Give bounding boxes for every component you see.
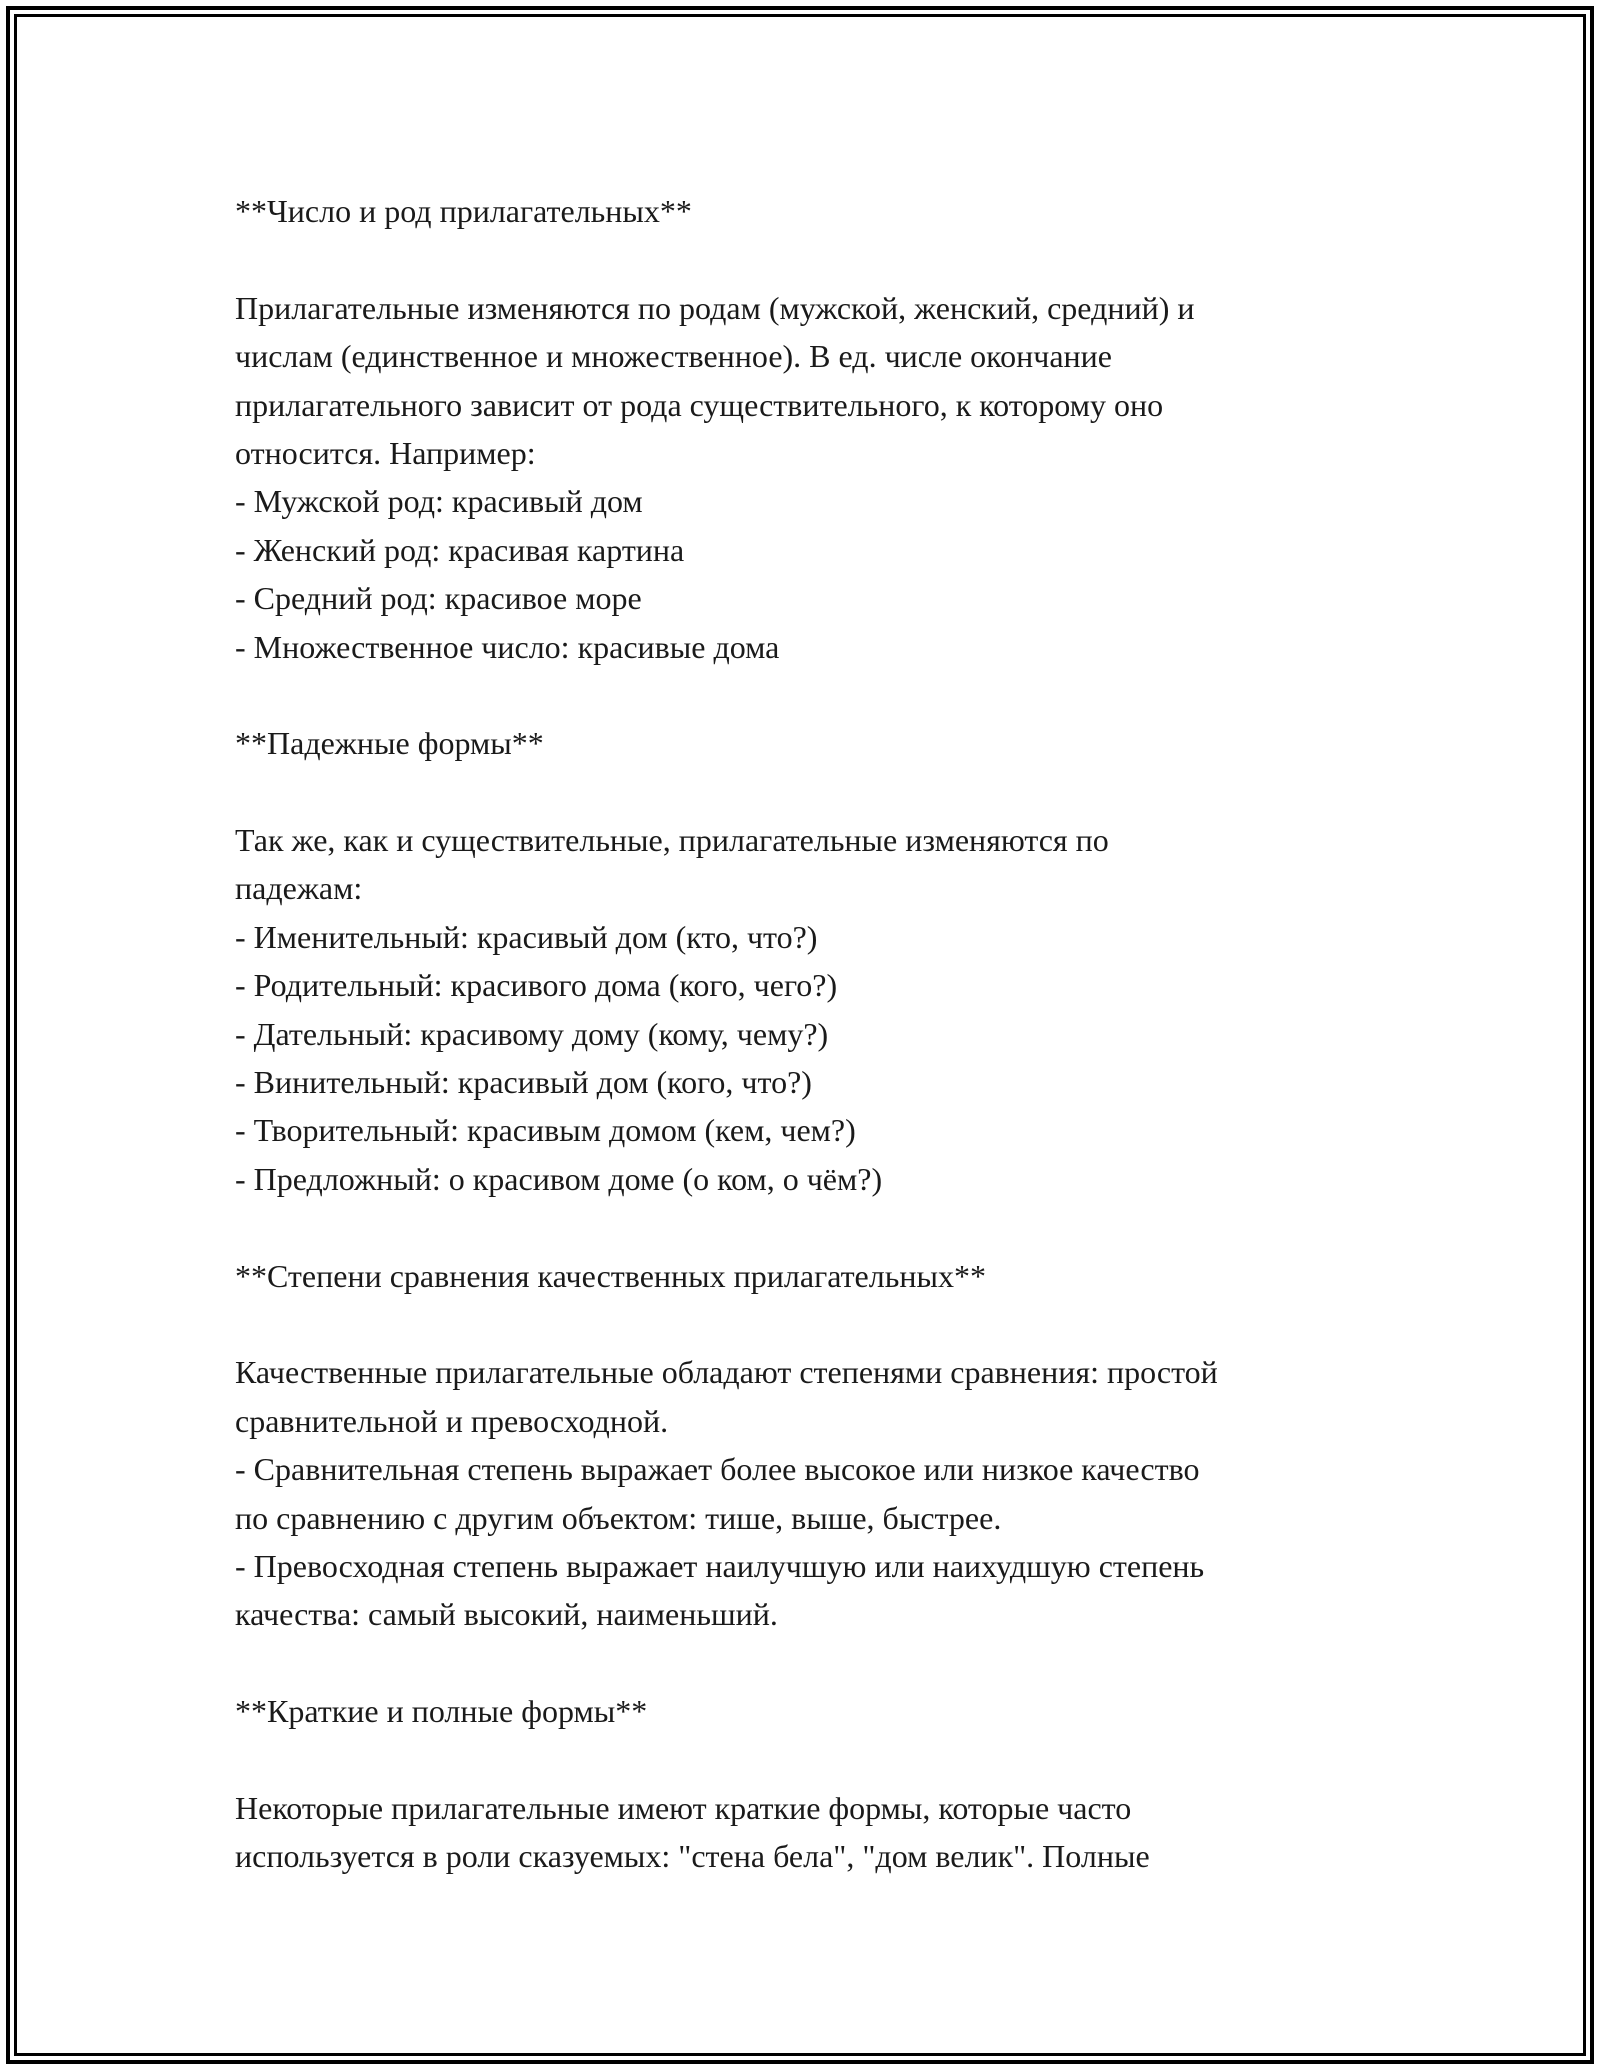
section-heading-degrees-of-comparison: **Степени сравнения качественных прилагательных** [235,1257,986,1294]
paragraph-line: падежам: [235,870,363,907]
list-item: - Средний род: красивое море [235,580,642,617]
list-item: - Сравнительная степень выражает более высокое или низкое качество [235,1451,1200,1488]
list-item: - Именительный: красивый дом (кто, что?) [235,918,818,955]
list-item: - Множественное число: красивые дома [235,628,780,665]
paragraph-line: числам (единственное и множественное). В ед. числе окончание [235,338,1112,375]
list-item: - Женский род: красивая картина [235,531,685,568]
blank-line [235,671,1415,719]
blank-line [235,1203,1415,1251]
section-heading-case-forms: **Падежные формы** [235,725,544,762]
blank-line [235,235,1415,283]
paragraph-line: прилагательного зависит от рода существительного, к которому оно [235,386,1164,423]
blank-line [235,1300,1415,1348]
section-heading-short-full-forms: **Краткие и полные формы** [235,1693,648,1730]
list-item: - Предложный: о красивом доме (о ком, о чём?) [235,1160,883,1197]
list-item: - Винительный: красивый дом (кого, что?) [235,1064,812,1101]
list-item: - Творительный: красивым домом (кем, чем?) [235,1112,856,1149]
list-item: - Мужской род: красивый дом [235,483,643,520]
blank-line [235,768,1415,816]
list-item: - Родительный: красивого дома (кого, чего?) [235,967,838,1004]
list-item-continuation: качества: самый высокий, наименьший. [235,1596,778,1633]
list-item-continuation: по сравнению с другим объектом: тише, выше, быстрее. [235,1499,1002,1536]
blank-line [235,1639,1415,1687]
list-item: - Дательный: красивому дому (кому, чему?) [235,1015,829,1052]
paragraph-line: Некоторые прилагательные имеют краткие формы, которые часто [235,1789,1132,1826]
paragraph-line: сравнительной и превосходной. [235,1402,669,1439]
paragraph-line: Качественные прилагательные обладают степенями сравнения: простой [235,1354,1218,1391]
list-item: - Превосходная степень выражает наилучшую или наихудшую степень [235,1547,1205,1584]
paragraph-line: Так же, как и существительные, прилагательные изменяются по [235,822,1109,859]
section-heading-number-gender: **Число и род прилагательных** [235,193,692,229]
blank-line [235,1736,1415,1784]
paragraph-line: относится. Например: [235,434,536,471]
paragraph-line: Прилагательные изменяются по родам (мужской, женский, средний) и [235,289,1195,326]
paragraph-line: используется в роли сказуемых: "стена бела", "дом велик". Полные [235,1838,1150,1875]
document-body [235,187,1415,1881]
